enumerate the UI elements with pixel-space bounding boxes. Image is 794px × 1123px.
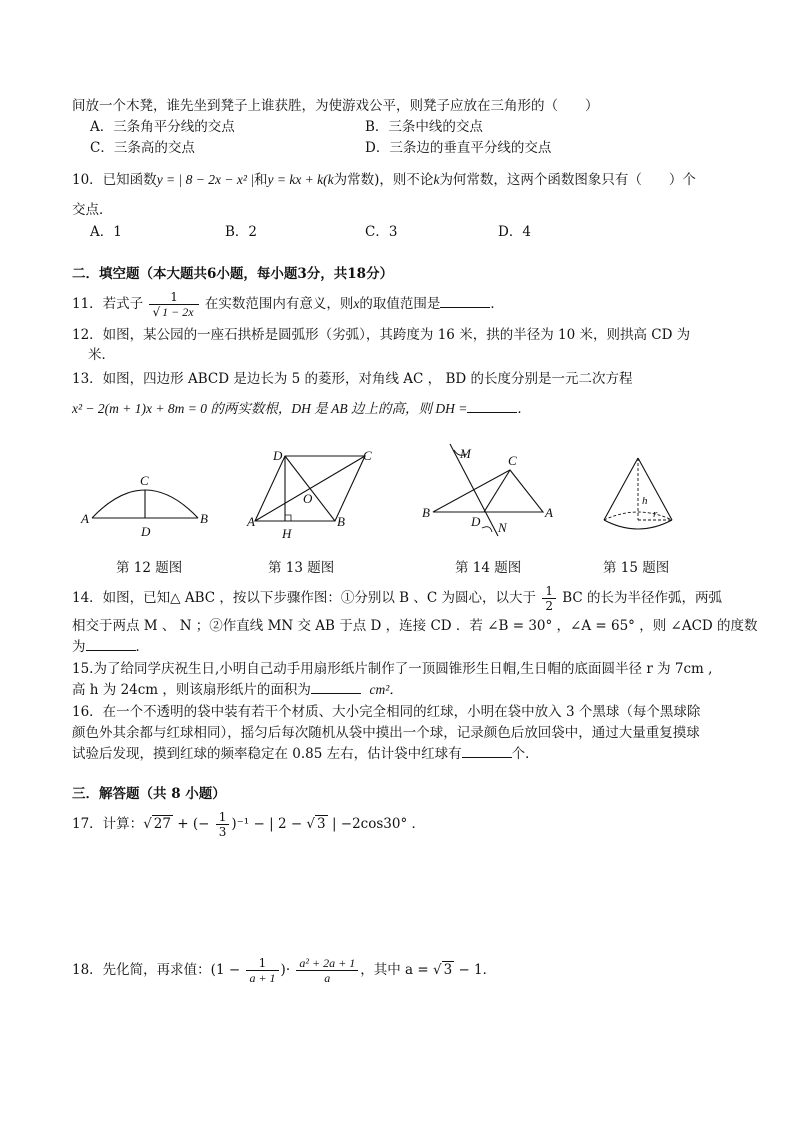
q10-part4: 为何常数，这两个函数图象只有（ ）个	[439, 172, 696, 188]
q13-line2	[72, 400, 531, 418]
label-d: D	[141, 524, 151, 539]
q10-k: k	[433, 172, 440, 187]
q16-line2: 颜色外其余都与红球相同），摇匀后每次随机从袋中摸出一个球，记录颜色后放回袋中，通过大量重复摸球	[72, 725, 700, 741]
label-r: r	[653, 508, 658, 520]
q12-line1: 12．如图，某公园的一座石拱桥是圆弧形（劣弧），其跨度为 16 米，拱的半径为 10 米，则拱高 CD 为	[72, 327, 691, 343]
q18-end: − 1．	[454, 962, 497, 978]
diagonal-bd	[285, 456, 335, 521]
q18-prefix: 18．先化简，再求值：(1 −	[72, 962, 241, 978]
label-b: B	[200, 511, 208, 526]
label-a: A	[81, 511, 89, 526]
q14-end: ．	[135, 639, 149, 655]
q10-line2: 交点．	[72, 202, 113, 218]
q16-line3	[72, 745, 539, 763]
q14-frac-num: 1	[542, 584, 556, 599]
q16-line3-text: 试验后发现，摸到红球的频率稳定在 0.85 左右，估计袋中红球有	[72, 746, 462, 762]
q18-suffix: ，其中 a =	[360, 962, 429, 978]
q13-end: ．	[517, 401, 531, 417]
q17-prefix: 17．计算：	[72, 816, 144, 832]
label-c: C	[508, 453, 517, 468]
q16-line1: 16．在一个不透明的袋中装有若干个材质、大小完全相同的红球，小明在袋中放入 3 个黑球（每个黑球除	[72, 704, 701, 720]
q16-answer-blank[interactable]	[462, 745, 512, 758]
q18-frac1-num: 1	[246, 956, 278, 971]
q9-option-b: B．三条中线的交点	[365, 119, 483, 135]
q14-line1a: 14．如图，已知△ ABC ，按以下步骤作图：①分别以 B 、C 为圆心，以大于	[72, 590, 537, 606]
q13-line2-text: x² − 2(m + 1)x + 8m = 0 的两实数根，DH 是 AB 边上的高，则 DH =	[72, 401, 468, 416]
label-a: A	[545, 505, 553, 520]
q18-mid: )·	[280, 962, 291, 978]
q10-option-d: D．4	[498, 224, 531, 240]
label-h: h	[642, 495, 648, 507]
figure-12	[80, 470, 215, 539]
q11-frac-num: 1	[149, 290, 198, 305]
q17-fraction	[216, 810, 230, 839]
figure-15	[598, 456, 678, 536]
label-h: H	[282, 526, 292, 541]
q18-fraction2	[296, 956, 358, 985]
q18-frac2-den: a	[324, 971, 331, 985]
q10-part1: 10．已知函数	[72, 172, 157, 188]
figure-12-caption: 第 12 题图	[116, 560, 183, 576]
q11-answer-blank[interactable]	[440, 295, 490, 308]
q10-option-b: B．2	[225, 224, 258, 240]
q9-stem: 间放一个木凳，谁先坐到凳子上谁获胜，为使游戏公平，则凳子应放在三角形的（ ）	[72, 98, 599, 114]
q17-sqrt3: 3	[317, 816, 326, 832]
q11-prefix: 11．若式子	[72, 296, 144, 312]
figure-15-caption: 第 15 题图	[603, 560, 670, 576]
q18-frac2-num: a² + 2a + 1	[296, 956, 358, 971]
q14-fraction	[542, 584, 556, 613]
label-b: B	[422, 505, 430, 520]
section2-title: 二．填空题（本大题共6小题，每小题3分，共18分）	[72, 266, 394, 282]
q12-line2: 米．	[88, 347, 115, 363]
cone-base-front	[604, 520, 672, 529]
q14-line3	[72, 638, 149, 656]
q10-option-a: A．1	[90, 224, 122, 240]
q18-fraction1	[246, 956, 278, 985]
figure-13-caption: 第 13 题图	[268, 560, 335, 576]
q11-suffix1: 在实数范围内有意义，则	[204, 296, 354, 312]
label-c: C	[363, 448, 372, 463]
q14-line3-text: 为	[72, 639, 86, 655]
q17-line: 17．计算：√ 27 + (− $\frac{1}{3}$ )⁻¹ − | 2 − √ 3 | −2cos30° ．	[72, 810, 426, 839]
q18-line: 18．先化简，再求值：(1 − $\frac{1}{a + 1}$ )· $\frac{\text{a² + 2a + 1}}{a}$ ，其中 a = √ 3 − 1．	[72, 956, 497, 985]
figure-14-caption: 第 14 题图	[455, 560, 522, 576]
q13-line1: 13．如图，四边形 ABCD 是边长为 5 的菱形，对角线 AC ， BD 的长度分别是一元二次方程	[72, 371, 633, 387]
figure-13	[245, 446, 375, 542]
q10-option-c: C．3	[365, 224, 398, 240]
label-b: B	[337, 514, 345, 529]
q14-line1b: BC 的长为半径作弧，两弧	[562, 590, 723, 606]
q17-frac-den: 3	[218, 825, 227, 839]
q15-line2	[72, 681, 403, 699]
q9-option-a: A．三条角平分线的交点	[90, 119, 235, 135]
q11-line	[72, 290, 504, 319]
q10-line1	[72, 171, 696, 189]
label-o: O	[303, 491, 313, 506]
q9-option-c: C．三条高的交点	[90, 140, 195, 156]
q15-line2-text: 高 h 为 24cm ，则该扇形纸片的面积为	[72, 682, 311, 698]
section3-title: 三．解答题（共 8 小题）	[72, 786, 226, 802]
arc-n	[482, 527, 492, 532]
q15-unit: cm²．	[369, 682, 403, 697]
q17-sqrt27: 27	[153, 816, 171, 832]
q15-answer-blank[interactable]	[311, 681, 361, 694]
q14-answer-blank[interactable]	[86, 638, 136, 651]
right-angle-mark	[285, 515, 291, 521]
q14-line1	[72, 584, 722, 613]
q17-frac-num: 1	[216, 810, 230, 825]
q16-end: 个．	[511, 746, 539, 762]
q11-x: x	[353, 296, 360, 311]
q11-suffix2: 的取值范围是	[359, 296, 441, 312]
label-a: A	[247, 514, 255, 529]
label-d: D	[273, 448, 283, 463]
q10-expr1: y = | 8 − 2x − x² |	[156, 172, 254, 187]
q15-line1: 15.为了给同学庆祝生日,小明自己动手用扇形纸片制作了一顶圆锥形生日帽,生日帽的底面圆半径 r 为 7cm ,	[72, 661, 713, 677]
q18-frac1-den: a + 1	[249, 971, 276, 985]
segment-cd	[484, 470, 510, 512]
cone-left-edge	[604, 458, 638, 520]
q14-line2: 相交于两点 M 、 N ；②作直线 MN 交 AB 于点 D ，连接 CD ．若 ∠B = 30° ，∠A = 65° ，则 ∠ACD 的度数	[72, 618, 758, 634]
q13-answer-blank[interactable]	[467, 400, 517, 413]
q11-fraction	[149, 290, 198, 319]
label-d: D	[471, 514, 481, 529]
q10-expr2: y = kx + k(k	[267, 172, 334, 187]
q17-rest1: )⁻¹ − | 2 −	[231, 816, 303, 832]
q10-part3: 为常数)，则不论	[333, 172, 434, 188]
q11-frac-den: √ 1 − 2x	[152, 305, 194, 319]
label-n: N	[498, 520, 507, 535]
figure-14	[418, 440, 558, 540]
q18-sqrt3: 3	[443, 962, 453, 978]
q11-end: ．	[490, 296, 504, 312]
q14-frac-den: 2	[545, 599, 553, 613]
q10-part2: 和	[253, 172, 268, 188]
q17-rest2: | −2cos30° ．	[331, 816, 426, 832]
q9-option-d: D．三条边的垂直平分线的交点	[365, 140, 552, 156]
label-m: M	[460, 446, 471, 461]
q17-plus: + (−	[172, 816, 210, 832]
label-c: C	[140, 473, 149, 488]
